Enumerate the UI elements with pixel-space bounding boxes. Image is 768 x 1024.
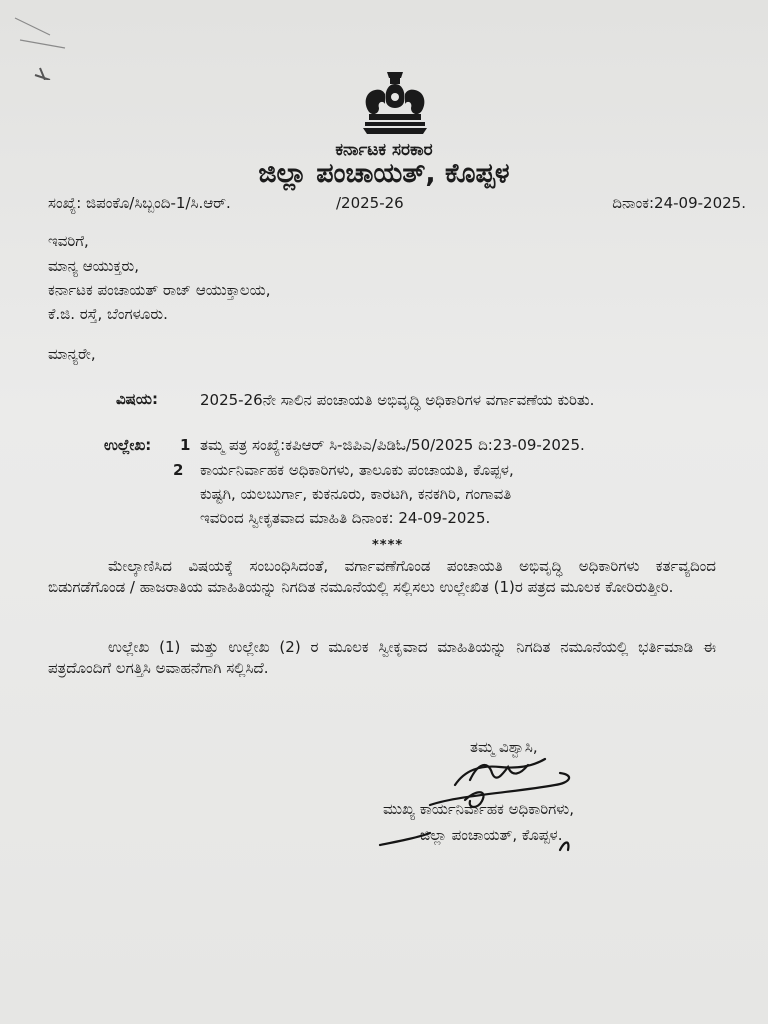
addressee-line: ಕೆ.ಜಿ. ರಸ್ತೆ, ಬೆಂಗಳೂರು. [48, 305, 168, 323]
government-title: ಕರ್ನಾಟಕ ಸರಕಾರ [335, 140, 433, 160]
reference-2-number: 2 [173, 461, 184, 479]
signatory-office: ಜಿಲ್ಲಾ ಪಂಚಾಯತ್, ಕೊಪ್ಪಳ. [420, 826, 563, 844]
karnataka-emblem-icon [355, 70, 435, 136]
reference-1-number: 1 [180, 436, 191, 454]
reference-2-line: ಕಾರ್ಯನಿರ್ವಾಹಕ ಅಧಿಕಾರಿಗಳು, ತಾಲೂಕು ಪಂಚಾಯತಿ, ಕೊಪ್ಪಳ, [200, 461, 514, 479]
separator: **** [372, 538, 404, 553]
addressee-line: ಕರ್ನಾಟಕ ಪಂಚಾಯತ್ ರಾಜ್ ಆಯುಕ್ತಾಲಯ, [48, 281, 271, 299]
closing: ತಮ್ಮ ವಿಶ್ವಾಸಿ, [470, 738, 538, 756]
addressee-line: ಮಾನ್ಯ ಆಯುಕ್ತರು, [48, 257, 139, 275]
signatory-designation: ಮುಖ್ಯ ಕಾರ್ಯನಿರ್ವಾಹಕ ಅಧಿಕಾರಿಗಳು, [383, 800, 574, 818]
reference-2-line: ಇವರಿಂದ ಸ್ವೀಕೃತವಾದ ಮಾಹಿತಿ ದಿನಾಂಕ: 24-09-2025. [200, 509, 491, 527]
subject-text: 2025-26ನೇ ಸಾಲಿನ ಪಂಚಾಯತಿ ಅಭಿವೃದ್ಧಿ ಅಧಿಕಾರಿಗಳ ವರ್ಗಾವಣೆಯ ಕುರಿತು. [200, 391, 595, 409]
office-title: ಜಿಲ್ಲಾ ಪಂಚಾಯತ್, ಕೊಪ್ಪಳ [258, 158, 510, 189]
reference-1-text: ತಮ್ಮ ಪತ್ರ ಸಂಖ್ಯೆ:ಕಪಿಆರ್ ಸಿ-ಜಿಪಿಎ/ಪಿಡಿಓ/50/2025 ದಿ:23-09-2025. [200, 436, 585, 454]
punch-marks [10, 10, 70, 80]
body-paragraph-2: ಉಲ್ಲೇಖ (1) ಮತ್ತು ಉಲ್ಲೇಖ (2) ರ ಮೂಲಕ ಸ್ವೀಕೃವಾದ ಮಾಹಿತಿಯನ್ನು ನಿಗದಿತ ನಮೂನೆಯಲ್ಲಿ ಭರ್ತಿಮಾಡಿ ಈ ಪತ್ರದೊಂದಿಗೆ ಲಗತ್ತಿಸಿ ಅವಾಹನೆಗಾಗಿ ಸಲ್ಲಿಸಿದೆ. [48, 638, 716, 677]
addressee-line: ಇವರಿಗೆ, [48, 232, 89, 250]
body-paragraph-1: ಮೇಲ್ಕಾಣಿಸಿದ ವಿಷಯಕ್ಕೆ ಸಂಬಂಧಿಸಿದಂತೆ, ವರ್ಗಾವಣೆಗೊಂಡ ಪಂಚಾಯತಿ ಅಭಿವೃದ್ಧಿ ಅಧಿಕಾರಿಗಳು ಕರ್ತವ್ಯದಿಂದ ಬಿಡುಗಡೆಗೊಂಡ / ಹಾಜರಾತಿಯ ಮಾಹಿತಿಯನ್ನು ನಿಗದಿತ ನಮೂನೆಯಲ್ಲಿ ಸಲ್ಲಿಸಲು ಉಲ್ಲೇಖಿತ (1)ರ ಪತ್ರದ ಮೂಲಕ ಕೋರಿರುತ್ತೀರಿ. [48, 557, 716, 596]
reference-year: /2025-26 [336, 194, 404, 212]
reference-2-line: ಕುಷ್ಟಗಿ, ಯಲಬುರ್ಗಾ, ಕುಕನೂರು, ಕಾರಟಗಿ, ಕನಕಗಿರಿ, ಗಂಗಾವತಿ [200, 485, 512, 503]
reference-number: ಸಂಖ್ಯೆ: ಜಿಪಂಕೊ/ಸಿಬ್ಬಂದಿ-1/ಸಿ.ಆರ್. [48, 194, 231, 212]
reference-label: ಉಲ್ಲೇಖ: [104, 436, 152, 454]
subject-label: ವಿಷಯ: [116, 390, 158, 408]
salutation: ಮಾನ್ಯರೇ, [48, 345, 96, 363]
letter-date: ದಿನಾಂಕ:24-09-2025. [612, 194, 746, 212]
